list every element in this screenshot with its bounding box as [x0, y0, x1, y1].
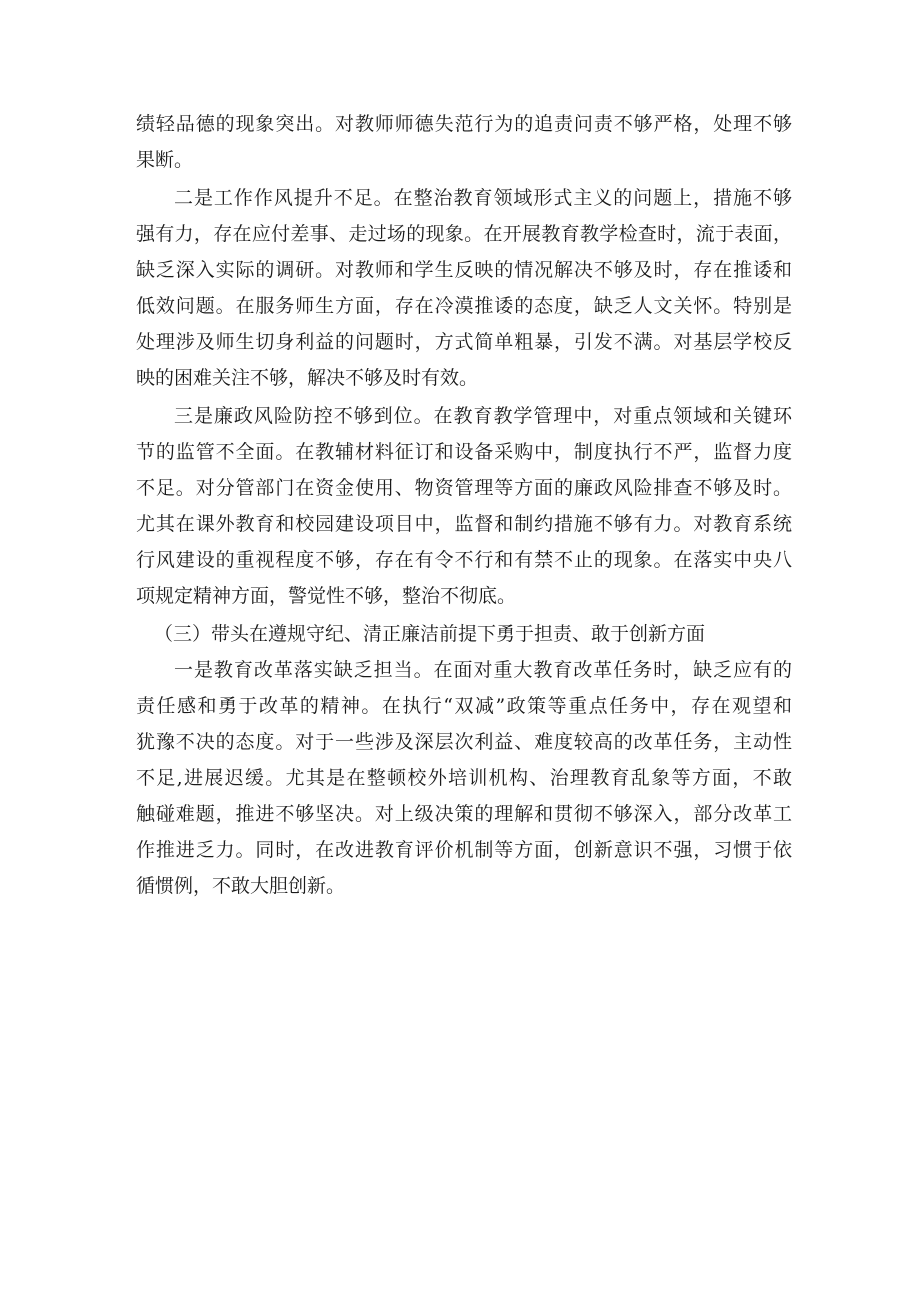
text-line: 责任感和勇于改革的精神。在执行“双减”政策等重点任务中，存在观望和: [136, 695, 792, 717]
paragraph-4: [136, 658, 792, 898]
section-heading: [136, 622, 792, 646]
text-line: 行风建设的重视程度不够，存在有令不行和有禁不止的现象。在落实中央八: [136, 549, 792, 571]
text-line: 一是教育改革落实缺乏担当。在面对重大教育改革任务时，缺乏应有的: [174, 659, 792, 681]
text-line: 果断。: [136, 149, 194, 171]
text-line: 犹豫不决的态度。对于一些涉及深层次利益、难度较高的改革任务，主动性: [136, 731, 792, 753]
paragraph-3: [136, 404, 792, 608]
text-line: 映的困难关注不够，解决不够及时有效。: [136, 367, 479, 389]
section-heading-text: （三）带头在遵规守纪、清正廉洁前提下勇于担责、敢于创新方面: [154, 623, 706, 645]
text-line: 二是工作作风提升不足。在整治教育领域形式主义的问题上，措施不够: [174, 187, 792, 209]
text-line: 三是廉政风险防控不够到位。在教育教学管理中，对重点领域和关键环: [174, 405, 792, 427]
text-line: 项规定精神方面，警觉性不够，整治不彻底。: [136, 585, 517, 607]
text-line: 绩轻品德的现象突出。对教师师德失范行为的追责问责不够严格，处理不够: [136, 113, 792, 135]
text-line: 不足,进展迟缓。尤其是在整顿校外培训机构、治理教育乱象等方面，不敢: [136, 767, 792, 789]
text-line: 低效问题。在服务师生方面，存在冷漠推诿的态度，缺乏人文关怀。特别是: [136, 295, 792, 317]
text-line: 缺乏深入实际的调研。对教师和学生反映的情况解决不够及时，存在推诿和: [136, 259, 792, 281]
text-line: 循惯例，不敢大胆创新。: [136, 875, 346, 897]
text-line: 作推进乏力。同时，在改进教育评价机制等方面，创新意识不强，习惯于依: [136, 839, 792, 861]
document-body: [136, 112, 792, 910]
text-line: 处理涉及师生切身利益的问题时，方式简单粗暴，引发不满。对基层学校反: [136, 331, 792, 353]
paragraph-2: [136, 186, 792, 390]
text-line: 触碰难题，推进不够坚决。对上级决策的理解和贯彻不够深入，部分改革工: [136, 803, 792, 825]
text-line: 不足。对分管部门在资金使用、物资管理等方面的廉政风险排查不够及时。: [136, 477, 792, 499]
text-line: 节的监管不全面。在教辅材料征订和设备采购中，制度执行不严，监督力度: [136, 441, 792, 463]
text-line: 尤其在课外教育和校园建设项目中，监督和制约措施不够有力。对教育系统: [136, 513, 792, 535]
text-line: 强有力，存在应付差事、走过场的现象。在开展教育教学检查时，流于表面，: [136, 223, 792, 245]
paragraph-1: [136, 112, 792, 172]
